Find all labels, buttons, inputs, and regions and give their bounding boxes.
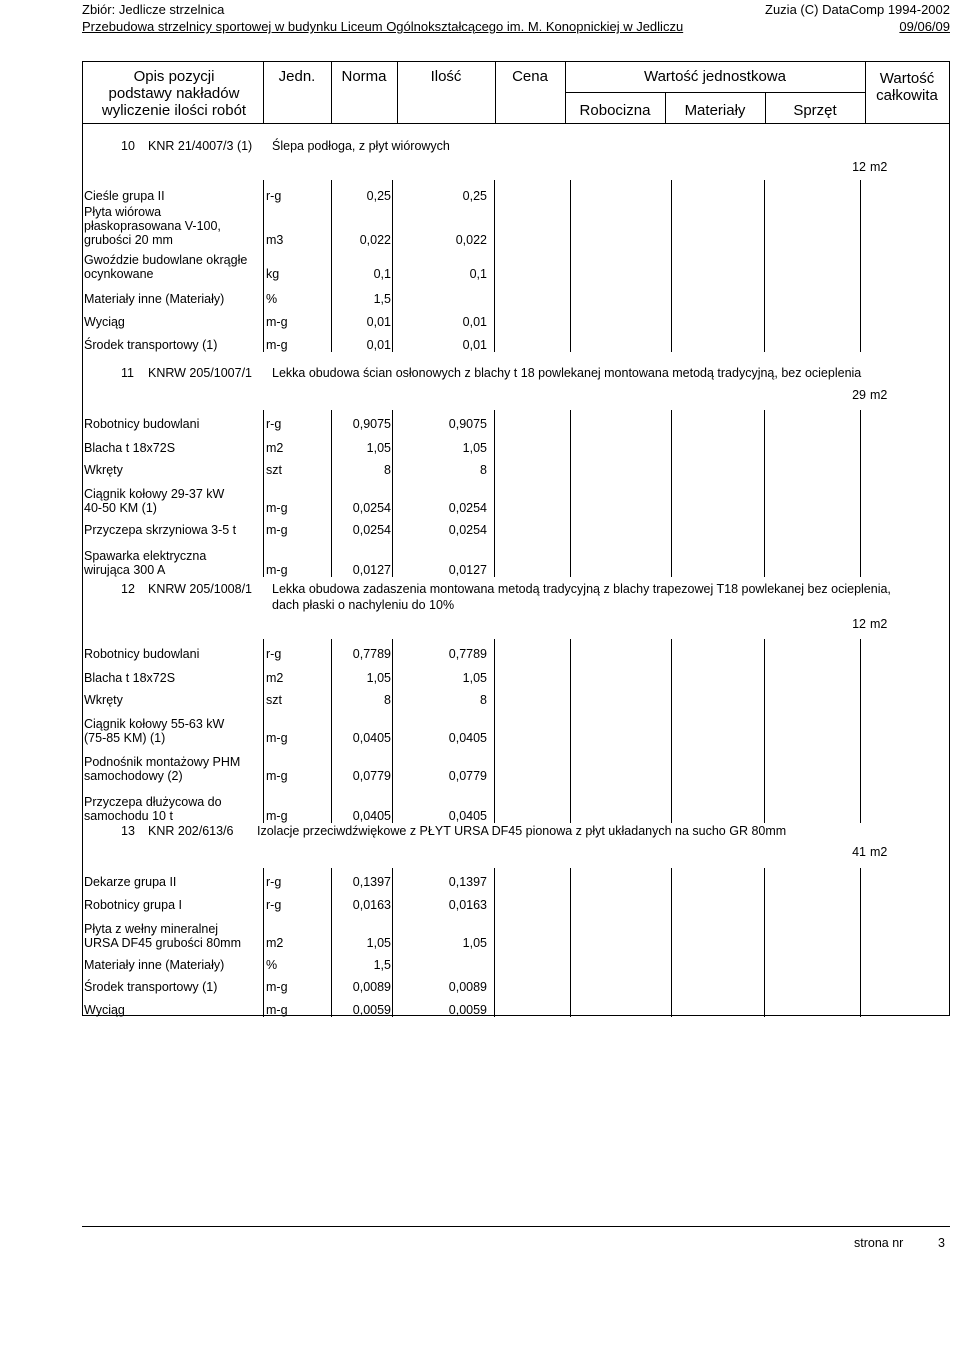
row-unit: m-g — [266, 731, 288, 745]
row-quantity: 0,0127 — [448, 563, 487, 577]
row-description: Cieśle grupa II — [84, 189, 165, 203]
row-norm: 0,25 — [366, 189, 391, 203]
row-quantity: 0,0405 — [448, 809, 487, 823]
row-unit: szt — [266, 693, 282, 707]
row-description: Blacha t 18x72S — [84, 671, 176, 685]
row-norm: 0,0059 — [352, 1003, 391, 1017]
column-guide — [331, 180, 332, 352]
column-guide — [860, 180, 861, 352]
section-unit: m2 — [870, 388, 888, 402]
row-unit: m-g — [266, 338, 288, 352]
row-unit: r-g — [266, 898, 282, 912]
row-unit: m-g — [266, 563, 288, 577]
row-description: Ciągnik kołowy 55-63 kW — [84, 717, 225, 731]
column-guide — [263, 410, 264, 577]
row-description: (75-85 KM) (1) — [84, 731, 166, 745]
col-price-header: Cena — [512, 68, 548, 85]
column-guide — [263, 868, 264, 1017]
software-credit: Zuzia (C) DataComp 1994-2002 — [765, 2, 950, 17]
section-unit: m2 — [870, 617, 888, 631]
row-unit: % — [266, 958, 278, 972]
row-description: Materiały inne (Materiały) — [84, 958, 225, 972]
column-guide — [331, 868, 332, 1017]
row-description: Spawarka elektryczna — [84, 549, 207, 563]
row-norm: 1,05 — [366, 936, 391, 950]
row-quantity: 0,7789 — [448, 647, 487, 661]
row-norm: 0,7789 — [352, 647, 391, 661]
column-guide — [860, 868, 861, 1017]
column-guide — [392, 639, 393, 823]
column-guide — [671, 180, 672, 352]
row-norm: 8 — [384, 463, 391, 477]
row-quantity: 0,1397 — [448, 875, 487, 889]
row-unit: m-g — [266, 809, 288, 823]
row-norm: 1,5 — [373, 958, 391, 972]
row-description: Robotnicy budowlani — [84, 647, 200, 661]
row-norm: 0,1 — [373, 267, 391, 281]
row-quantity: 0,01 — [462, 338, 487, 352]
section-number: 11 — [121, 366, 134, 380]
row-quantity: 1,05 — [462, 671, 487, 685]
section-quantity: 41 — [852, 845, 866, 859]
row-unit: m-g — [266, 523, 288, 537]
row-quantity: 1,05 — [462, 936, 487, 950]
row-unit: r-g — [266, 647, 282, 661]
section-number: 10 — [121, 139, 135, 153]
row-unit: szt — [266, 463, 282, 477]
col-materials-header: Materiały — [684, 102, 746, 119]
row-unit: m-g — [266, 1003, 288, 1017]
row-quantity: 0,0059 — [448, 1003, 487, 1017]
row-description: Materiały inne (Materiały) — [84, 292, 225, 306]
row-unit: m2 — [266, 936, 284, 950]
row-description: Ciągnik kołowy 29-37 kW — [84, 487, 225, 501]
page-number-label: strona nr — [854, 1236, 904, 1250]
column-guide — [671, 639, 672, 823]
row-description: URSA DF45 grubości 80mm — [84, 936, 242, 950]
row-norm: 0,0163 — [352, 898, 391, 912]
row-unit: m2 — [266, 671, 284, 685]
row-unit: r-g — [266, 189, 282, 203]
column-guide — [392, 868, 393, 1017]
row-quantity: 0,1 — [469, 267, 487, 281]
row-norm: 0,9075 — [352, 417, 391, 431]
page-number: 3 — [938, 1236, 945, 1250]
section-title: Lekka obudowa ścian osłonowych z blachy t 18 powlekanej montowana metodą tradycyjną, bez ocieplenia — [272, 366, 862, 380]
column-guide — [860, 410, 861, 577]
section-quantity: 12 — [852, 617, 866, 631]
section-unit: m2 — [870, 160, 888, 174]
row-unit: m2 — [266, 441, 284, 455]
section-number: 13 — [121, 824, 135, 838]
section-code: KNR 202/613/6 — [148, 824, 234, 838]
column-guide — [392, 180, 393, 352]
col-unit-header: Jedn. — [278, 68, 316, 85]
row-description: Podnośnik montażowy PHM — [84, 755, 241, 769]
row-norm: 1,5 — [373, 292, 391, 306]
footer-divider — [82, 1226, 950, 1227]
row-description: Dekarze grupa II — [84, 875, 177, 889]
row-quantity: 0,0254 — [448, 523, 487, 537]
row-description: grubości 20 mm — [84, 233, 173, 247]
section-title: dach płaski o nachyleniu do 10% — [272, 598, 455, 612]
column-guide — [570, 180, 571, 352]
row-unit: m-g — [266, 769, 288, 783]
row-description: Wyciąg — [84, 315, 125, 329]
row-description: Przyczepa dłużycowa do — [84, 795, 222, 809]
row-unit: m-g — [266, 501, 288, 515]
row-description: Blacha t 18x72S — [84, 441, 176, 455]
row-quantity: 0,0779 — [448, 769, 487, 783]
row-norm: 1,05 — [366, 441, 391, 455]
row-description: Wkręty — [84, 693, 123, 707]
column-guide — [263, 180, 264, 352]
row-description: Gwoździe budowlane okrągłe — [84, 253, 248, 267]
section-code: KNR 21/4007/3 (1) — [148, 139, 253, 153]
row-description: 40-50 KM (1) — [84, 501, 157, 515]
section-code: KNRW 205/1007/1 — [148, 366, 252, 380]
row-unit: r-g — [266, 417, 282, 431]
column-guide — [764, 410, 765, 577]
section-unit: m2 — [870, 845, 888, 859]
row-norm: 0,0089 — [352, 980, 391, 994]
row-norm: 0,022 — [359, 233, 391, 247]
row-norm: 0,01 — [366, 338, 391, 352]
section-code: KNRW 205/1008/1 — [148, 582, 252, 596]
column-guide — [494, 639, 495, 823]
row-norm: 0,0127 — [352, 563, 391, 577]
row-description: wirująca 300 A — [84, 563, 166, 577]
row-quantity: 8 — [480, 463, 487, 477]
column-guide — [331, 410, 332, 577]
column-guide — [764, 639, 765, 823]
column-guide — [392, 410, 393, 577]
row-description: samochodu 10 t — [84, 809, 173, 823]
column-guide — [331, 639, 332, 823]
row-unit: m3 — [266, 233, 284, 247]
row-unit: kg — [266, 267, 280, 281]
row-norm: 0,01 — [366, 315, 391, 329]
col-description-header: Opis pozycji podstawy nakładów wyliczenie ilości robót — [101, 68, 247, 119]
column-guide — [570, 410, 571, 577]
row-quantity: 0,0405 — [448, 731, 487, 745]
col-norm-header: Norma — [341, 68, 387, 85]
section-title: Lekka obudowa zadaszenia montowana metodą tradycyjną z blachy trapezowej T18 powlekanej bez ocieplenia, — [272, 582, 891, 596]
column-guide — [570, 639, 571, 823]
column-guide — [764, 868, 765, 1017]
column-guide — [263, 639, 264, 823]
column-guide — [494, 868, 495, 1017]
row-norm: 0,0779 — [352, 769, 391, 783]
row-description: ocynkowane — [84, 267, 154, 281]
row-quantity: 0,0254 — [448, 501, 487, 515]
section-quantity: 29 — [852, 388, 866, 402]
column-guide — [494, 180, 495, 352]
row-quantity: 0,0089 — [448, 980, 487, 994]
row-description: płaskoprasowana V-100, — [84, 219, 221, 233]
row-norm: 0,0254 — [352, 523, 391, 537]
row-description: Wkręty — [84, 463, 123, 477]
col-labour-header: Robocizna — [579, 102, 651, 119]
table-header — [82, 61, 950, 124]
row-description: Środek transportowy (1) — [84, 980, 218, 994]
col-equipment-header: Sprzęt — [793, 102, 837, 119]
row-quantity: 0,022 — [455, 233, 487, 247]
row-unit: % — [266, 292, 278, 306]
row-description: Przyczepa skrzyniowa 3-5 t — [84, 523, 237, 537]
row-norm: 0,0405 — [352, 809, 391, 823]
column-guide — [671, 410, 672, 577]
row-norm: 0,1397 — [352, 875, 391, 889]
row-norm: 8 — [384, 693, 391, 707]
row-norm: 0,0405 — [352, 731, 391, 745]
row-quantity: 0,9075 — [448, 417, 487, 431]
row-description: Środek transportowy (1) — [84, 338, 218, 352]
column-guide — [671, 868, 672, 1017]
section-title: Ślepa podłoga, z płyt wiórowych — [272, 139, 450, 153]
column-guide — [494, 410, 495, 577]
column-guide — [764, 180, 765, 352]
row-description: Robotnicy grupa I — [84, 898, 182, 912]
row-norm: 1,05 — [366, 671, 391, 685]
row-description: Wyciąg — [84, 1003, 125, 1017]
row-description: samochodowy (2) — [84, 769, 183, 783]
row-quantity: 0,01 — [462, 315, 487, 329]
column-guide — [570, 868, 571, 1017]
col-unit-value-header: Wartość jednostkowa — [643, 68, 786, 85]
row-quantity: 0,0163 — [448, 898, 487, 912]
row-unit: r-g — [266, 875, 282, 889]
column-guide — [860, 639, 861, 823]
row-unit: m-g — [266, 315, 288, 329]
row-quantity: 8 — [480, 693, 487, 707]
col-total-value-header: Wartość całkowita — [876, 70, 938, 104]
row-quantity: 1,05 — [462, 441, 487, 455]
section-title: Izolacje przeciwdźwiękowe z PŁYT URSA DF45 pionowa z płyt układanych na sucho GR 80mm — [257, 824, 787, 838]
document-date: 09/06/09 — [899, 19, 950, 34]
collection-title: Zbiór: Jedlicze strzelnica — [82, 2, 225, 17]
row-unit: m-g — [266, 980, 288, 994]
row-description: Płyta z wełny mineralnej — [84, 922, 219, 936]
row-description: Robotnicy budowlani — [84, 417, 200, 431]
row-norm: 0,0254 — [352, 501, 391, 515]
project-title: Przebudowa strzelnicy sportowej w budynku Liceum Ogólnokształcącego im. M. Konopnickiej w Jedliczu — [82, 19, 684, 34]
col-quantity-header: Ilość — [430, 68, 462, 85]
section-number: 12 — [121, 582, 135, 596]
row-description: Płyta wiórowa — [84, 205, 162, 219]
row-quantity: 0,25 — [462, 189, 487, 203]
section-quantity: 12 — [852, 160, 866, 174]
